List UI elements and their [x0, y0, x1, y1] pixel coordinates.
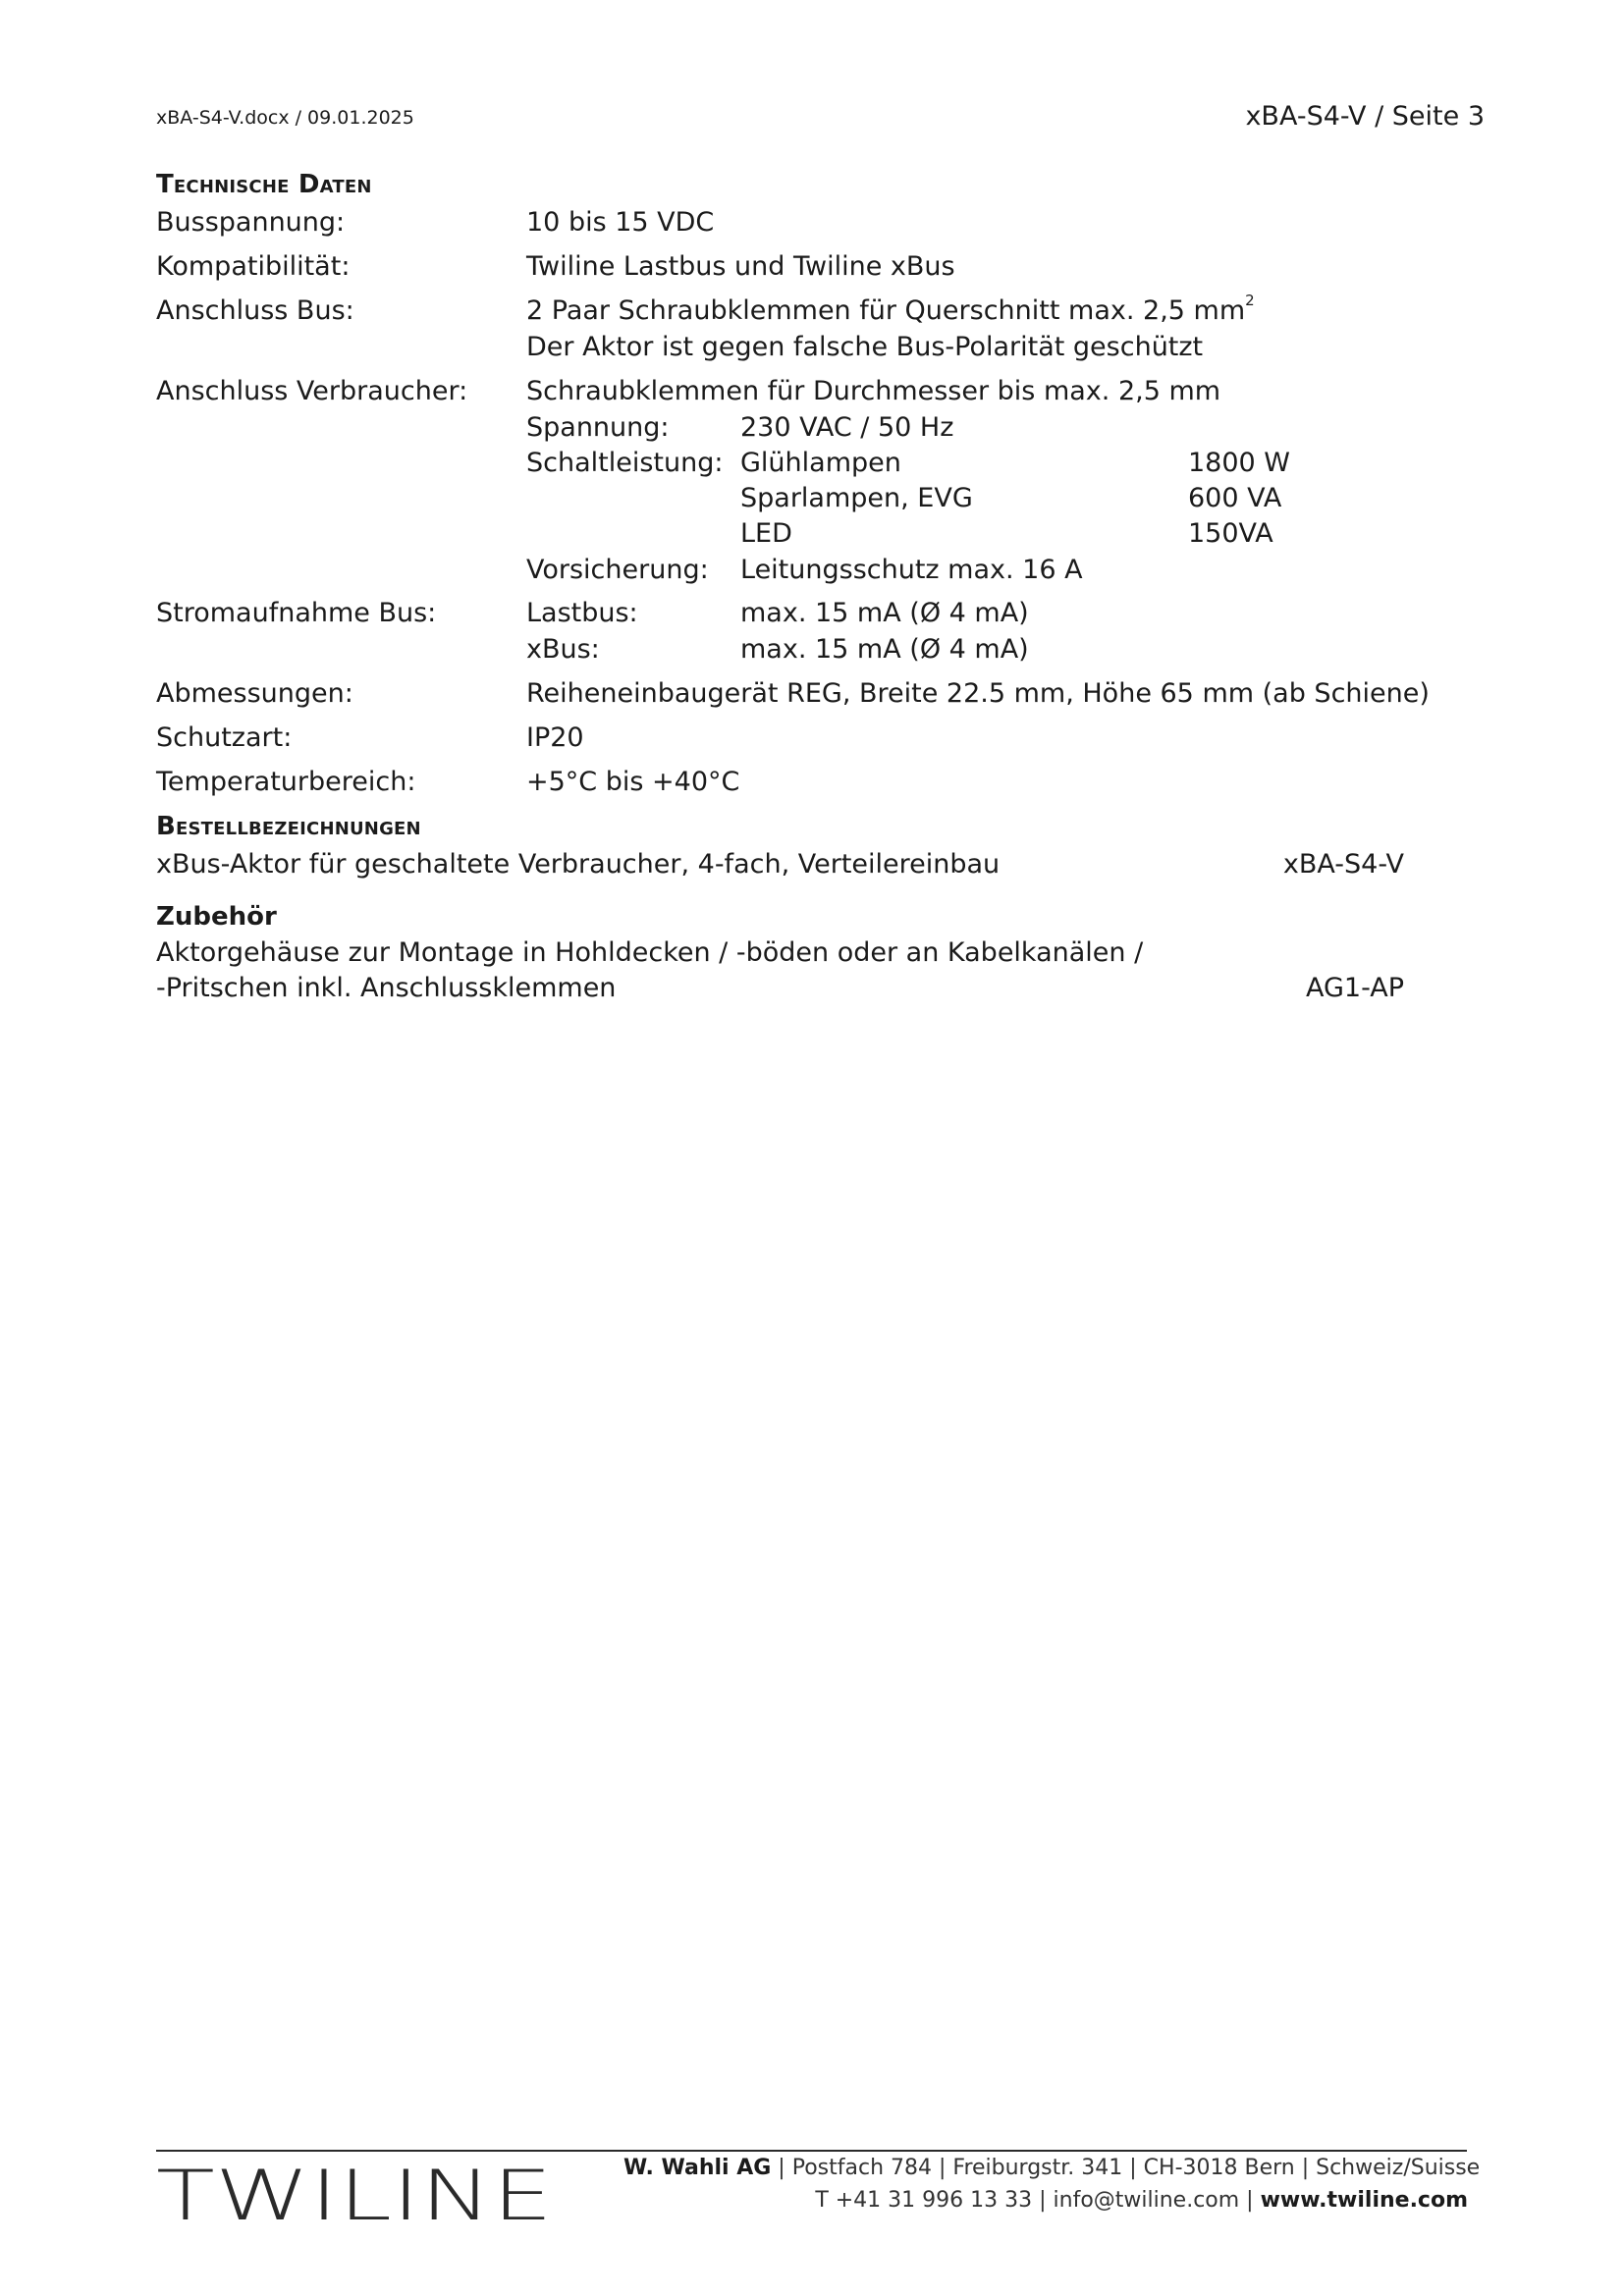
company-website: www.twiline.com: [1260, 2188, 1468, 2213]
footer-divider: [156, 2150, 1467, 2152]
twiline-logo: [156, 2158, 559, 2232]
twiline-logo-text: TWILINE: [156, 2158, 553, 2228]
spec-label: Stromaufnahme Bus:: [156, 598, 437, 628]
spec-label: Anschluss Verbraucher:: [156, 376, 468, 406]
spec-subvalue: max. 15 mA (Ø 4 mA): [740, 634, 1029, 665]
spec-sublabel: Vorsicherung:: [526, 555, 709, 585]
section-heading-order-designations: Bestellbezeichnungen: [156, 812, 421, 841]
load-name: Sparlampen, EVG: [740, 483, 973, 513]
spec-sublabel: Lastbus:: [526, 598, 638, 628]
company-name: W. Wahli AG: [623, 2156, 772, 2180]
spec-value: Der Aktor ist gegen falsche Bus-Polarität geschützt: [526, 332, 1204, 362]
spec-label: Kompatibilität:: [156, 251, 351, 282]
spec-subvalue: 230 VAC / 50 Hz: [740, 412, 954, 443]
spec-label: Schutzart:: [156, 722, 293, 753]
spec-label: Anschluss Bus:: [156, 295, 354, 326]
company-address: | Postfach 784 | Freiburgstr. 341 | CH-3018 Bern | Schweiz/Suisse: [771, 2156, 1481, 2180]
accessory-description-line1: Aktorgehäuse zur Montage in Hohldecken / -böden oder an Kabelkanälen /: [156, 937, 1144, 968]
footer-company-address: [623, 2156, 1481, 2180]
spec-sublabel: Schaltleistung:: [526, 448, 724, 478]
load-value: 600 VA: [1188, 483, 1282, 513]
spec-label: Temperaturbereich:: [156, 767, 416, 797]
spec-value-text: 2 Paar Schraubklemmen für Querschnitt max. 2,5 mm: [526, 295, 1246, 326]
accessory-code: AG1-AP: [1306, 973, 1404, 1003]
load-name: Glühlampen: [740, 448, 901, 478]
section-heading-technical-data: Technische Daten: [156, 170, 372, 199]
contact-phone-email: T +41 31 996 13 33 | info@twiline.com |: [815, 2188, 1261, 2213]
spec-value: Twiline Lastbus und Twiline xBus: [526, 251, 955, 282]
superscript-squared: 2: [1245, 292, 1255, 309]
spec-subvalue: max. 15 mA (Ø 4 mA): [740, 598, 1029, 628]
subheading-accessories: Zubehör: [156, 902, 277, 932]
load-name: LED: [740, 518, 792, 549]
accessory-description-line2: -Pritschen inkl. Anschlussklemmen: [156, 973, 617, 1003]
order-item-code: xBA-S4-V: [1282, 849, 1404, 880]
spec-value: IP20: [526, 722, 584, 753]
spec-sublabel: xBus:: [526, 634, 600, 665]
footer-contact: [623, 2188, 1468, 2213]
order-item-description: xBus-Aktor für geschaltete Verbraucher, 4-fach, Verteilereinbau: [156, 849, 1001, 880]
spec-value: Schraubklemmen für Durchmesser bis max. 2,5 mm: [526, 376, 1221, 406]
header-page-reference: xBA-S4-V / Seite 3: [1245, 101, 1485, 132]
header-file-date: xBA-S4-V.docx / 09.01.2025: [156, 107, 414, 129]
spec-value: [526, 292, 1255, 326]
spec-value: Reiheneinbaugerät REG, Breite 22.5 mm, Höhe 65 mm (ab Schiene): [526, 678, 1430, 709]
load-value: 150VA: [1188, 518, 1273, 549]
spec-label: Busspannung:: [156, 207, 346, 238]
spec-subvalue: Leitungsschutz max. 16 A: [740, 555, 1083, 585]
spec-label: Abmessungen:: [156, 678, 353, 709]
load-value: 1800 W: [1188, 448, 1290, 478]
spec-sublabel: Spannung:: [526, 412, 670, 443]
spec-value: +5°C bis +40°C: [526, 767, 740, 797]
spec-value: 10 bis 15 VDC: [526, 207, 715, 238]
